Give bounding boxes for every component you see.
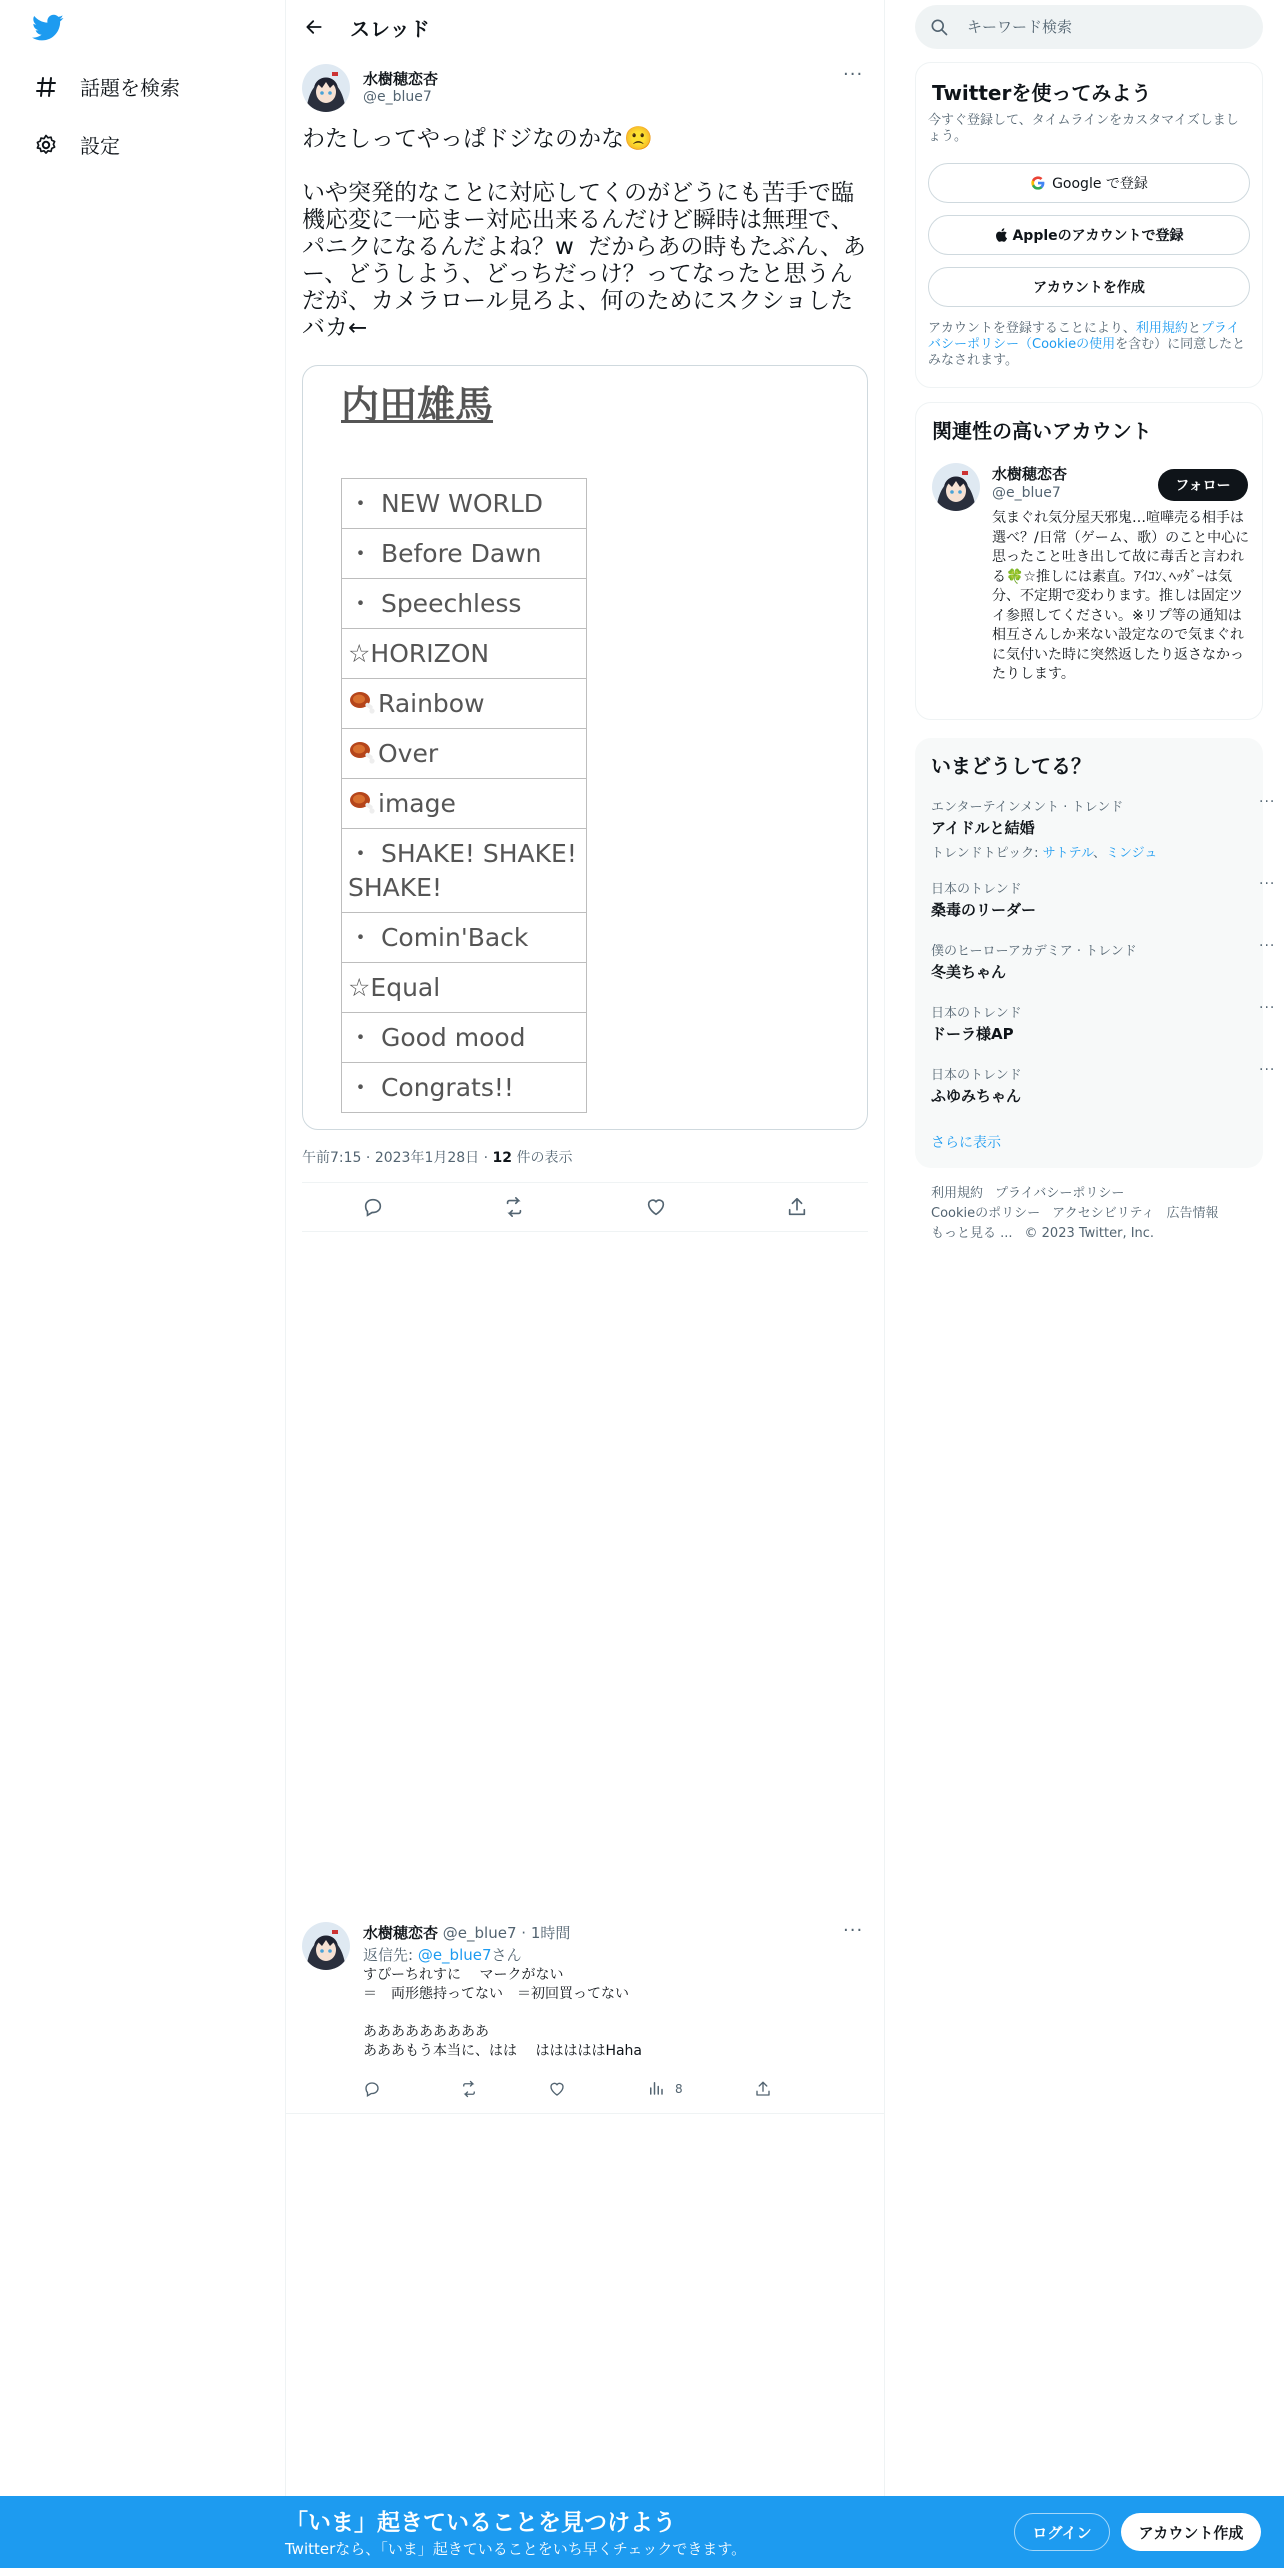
reply-time[interactable]: 1時間 [530, 1924, 571, 1942]
setlist-item: ・ NEW WORLD [342, 479, 587, 529]
terms-suffix: を含む）に同意したとみなされます。 [928, 337, 1246, 368]
signup-subtitle: 今すぐ登録して、タイムラインをカスタマイズしましょう。 [928, 113, 1239, 144]
thread-header [286, 0, 884, 54]
trend-name: 冬美ちゃん [931, 963, 1007, 981]
hashtag-icon [32, 73, 60, 101]
setlist-item: ・ Good mood [342, 1013, 587, 1063]
trend-item[interactable] [931, 1002, 1251, 1044]
search-icon [929, 17, 949, 37]
views-label: 件の表示 [516, 1150, 573, 1166]
trend-name: ふゆみちゃん [931, 1087, 1022, 1105]
search-box[interactable] [915, 5, 1263, 49]
left-sidebar [0, 0, 285, 2568]
tweet-text: わたしってやっぱドジなのかな🙁 いや突発的なことに対応してくのがどうにも苦手で臨機応変に一応まー対応出来るんだけど瞬時は無理で、パニクになるんだよね？w だからあの時もたぶん、あー、どうしよう、どっちだっけ？ってなったと思うんだが、カメラロール見ろよ、何のためにスクショしたバカ← [302, 126, 866, 341]
tweet-actions [302, 1183, 868, 1231]
views-count: 12 [492, 1150, 513, 1166]
divider [302, 1231, 868, 1232]
footer-link-ads[interactable]: 広告情報 [1166, 1206, 1219, 1221]
reply-to-handle[interactable]: @e_blue7 [417, 1946, 492, 1964]
share-icon[interactable] [780, 1190, 814, 1224]
like-icon[interactable] [548, 2075, 566, 2103]
google-signup-button[interactable] [928, 163, 1250, 203]
footer-link-more[interactable]: もっと見る ... [931, 1226, 1013, 1241]
more-options-icon[interactable]: ··· [1259, 876, 1276, 892]
more-options-icon[interactable]: ··· [1259, 1000, 1276, 1016]
footer-link-terms[interactable]: 利用規約 [931, 1186, 984, 1201]
sidebar-item-explore[interactable] [32, 72, 180, 101]
show-more-link[interactable]: さらに表示 [931, 1135, 1001, 1151]
avatar[interactable] [302, 1922, 350, 1970]
related-bio: 気まぐれ気分屋天邪鬼…喧嘩売る相手は選べ？/日常（ゲーム、歌）のこと中心に思ったこと吐き出して故に毒舌と言われる🍀☆推しには素直。ｱｲｺﾝ､ﾍｯﾀﾞｰは気分、不定期で変わります。推しは固定ツイ参照してください。※リプ等の通知は相互さんしか来ない設定なので気まぐれに気付いた時に突然返したり返さなかったりします。 [992, 510, 1250, 682]
retweet-icon[interactable] [460, 2075, 478, 2103]
apple-signup-button[interactable] [928, 215, 1250, 255]
avatar[interactable] [302, 64, 350, 112]
setlist-item [342, 729, 587, 779]
footer-link-privacy[interactable]: プライバシーポリシー [995, 1186, 1125, 1201]
setlist-item: ☆HORIZON [342, 629, 587, 679]
setlist-item: ・ Congrats!! [342, 1063, 587, 1113]
topic-link[interactable]: サトテル [1042, 846, 1093, 861]
related-accounts-card [915, 402, 1263, 720]
topic-link[interactable]: ミンジュ [1106, 846, 1158, 861]
avatar[interactable] [932, 463, 980, 511]
privacy-link[interactable]: プライバシーポリシー（Cookieの使用 [928, 321, 1240, 352]
trend-context: エンターテインメント · トレンド [931, 800, 1124, 815]
sidebar-item-settings[interactable] [32, 130, 120, 159]
tweet-meta: 午前7:15 · 2023年1月28日 · 12 件の表示 [302, 1150, 573, 1166]
reply-actions [363, 2075, 803, 2103]
trend-topics [931, 842, 1251, 861]
banner-title: 「いま」起きていることを見つけよう [285, 2510, 676, 2536]
sidebar-item-label: 話題を検索 [80, 76, 180, 100]
retweet-icon[interactable] [497, 1190, 531, 1224]
terms-text [928, 321, 1250, 369]
trend-item[interactable] [931, 1064, 1251, 1106]
more-options-icon[interactable]: ··· [1259, 1062, 1276, 1078]
image-title: 内田雄馬 [341, 383, 494, 427]
setlist-item-label: Over [378, 738, 439, 768]
banner-subtitle: Twitterなら、「いま」起きていることをいち早くチェックできます。 [285, 2540, 747, 2558]
trend-item[interactable] [931, 878, 1251, 920]
more-options-icon[interactable]: ··· [1259, 938, 1276, 954]
reply-to [363, 1944, 522, 1965]
login-button[interactable]: ログイン [1014, 2513, 1110, 2551]
trend-item[interactable] [931, 940, 1251, 982]
trend-name: ドーラ様AP [931, 1025, 1014, 1043]
meat-emoji-icon [348, 789, 376, 815]
more-options-icon[interactable]: ··· [843, 1920, 864, 1941]
reply-author[interactable] [363, 1922, 570, 1943]
gear-icon [32, 131, 60, 159]
reply-to-suffix: さん [491, 1946, 522, 1964]
reply-text: すぴーちれすに マークがない ＝ 両形態持ってない ＝初回買ってない あああああああああ あああもう本当に、はは はははははHaha [363, 1967, 643, 2059]
share-icon[interactable] [754, 2075, 772, 2103]
footer-link-cookie[interactable]: Cookieのポリシー [931, 1206, 1041, 1221]
related-name[interactable]: 水樹穂恋杏 [992, 465, 1068, 483]
setlist-item: ☆Equal [342, 963, 587, 1013]
trend-context: 日本のトレンド [931, 1006, 1022, 1021]
setlist-item: ・ Comin'Back [342, 913, 587, 963]
topic-separator: 、 [1092, 846, 1106, 861]
twitter-logo-icon[interactable] [32, 14, 64, 42]
right-sidebar [885, 0, 1284, 2568]
setlist-item: ・ Speechless [342, 579, 587, 629]
more-options-icon[interactable]: ··· [843, 64, 864, 85]
google-signup-label: Google で登録 [1052, 176, 1148, 192]
apple-signup-label: Appleのアカウントで登録 [1012, 228, 1184, 244]
signup-banner [0, 2496, 1284, 2568]
back-arrow-icon[interactable] [296, 9, 332, 45]
trend-name: 桑毒のリーダー [931, 901, 1037, 919]
trend-context: 僕のヒーローアカデミア · トレンド [931, 944, 1137, 959]
views-chart-icon [647, 2079, 665, 2100]
setlist-item-label: image [378, 788, 456, 818]
terms-prefix: アカウントを登録することにより、 [928, 321, 1136, 336]
search-input[interactable] [967, 18, 1247, 36]
reply-author-name[interactable]: 水樹穂恋杏 [363, 1924, 439, 1942]
views-count: 8 [675, 2082, 683, 2096]
reply-icon[interactable] [356, 1190, 390, 1224]
divider [286, 2113, 884, 2114]
terms-mid: と [1187, 321, 1201, 336]
setlist-item [342, 679, 587, 729]
terms-link[interactable]: 利用規約 [1135, 321, 1188, 336]
tweet-time[interactable]: 午前7:15 [302, 1150, 362, 1166]
footer-links [931, 1184, 1251, 1244]
trends-card [915, 738, 1276, 1168]
follow-button[interactable]: フォロー [1158, 469, 1248, 501]
page-title: スレッド [350, 16, 430, 41]
reply-separator: · [521, 1924, 527, 1942]
sidebar-item-label: 設定 [80, 134, 120, 158]
reply-to-prefix: 返信先: [363, 1946, 418, 1964]
footer-link-accessibility[interactable]: アクセシビリティ [1052, 1206, 1155, 1221]
tweet-image[interactable] [302, 365, 868, 1130]
meat-emoji-icon [348, 689, 376, 715]
trends-title: いまどうしてる？ [931, 754, 1091, 778]
trend-item[interactable] [931, 796, 1251, 861]
signup-card [915, 62, 1263, 388]
trend-context: 日本のトレンド [931, 882, 1022, 897]
main-column [285, 0, 885, 2568]
author-name[interactable]: 水樹穂恋杏 [363, 70, 439, 88]
apple-icon [994, 227, 1008, 243]
setlist-item-label: Rainbow [378, 688, 485, 718]
copyright: © 2023 Twitter, Inc. [1024, 1226, 1155, 1241]
setlist-item: ・ Before Dawn [342, 529, 587, 579]
more-options-icon[interactable]: ··· [1259, 794, 1276, 810]
signup-title: Twitterを使ってみよう [932, 81, 1152, 105]
signup-button[interactable]: アカウント作成 [1121, 2513, 1261, 2551]
like-icon[interactable] [639, 1190, 673, 1224]
author-handle[interactable]: @e_blue7 [363, 89, 432, 105]
reply-icon[interactable] [363, 2075, 381, 2103]
related-handle[interactable]: @e_blue7 [992, 485, 1061, 501]
reply-author-handle[interactable]: @e_blue7 [442, 1924, 517, 1942]
create-account-button[interactable]: アカウントを作成 [928, 267, 1250, 307]
setlist-item [342, 779, 587, 829]
topics-label: トレンドトピック: [931, 846, 1043, 861]
meat-emoji-icon [348, 739, 376, 765]
trend-context: 日本のトレンド [931, 1068, 1022, 1083]
views-button[interactable] [647, 2075, 683, 2103]
google-icon [1030, 175, 1046, 191]
setlist-item: ・ SHAKE! SHAKE! SHAKE! [342, 829, 587, 913]
tweet-date[interactable]: 2023年1月28日 [374, 1150, 480, 1166]
trend-name: アイドルと結婚 [931, 819, 1035, 837]
related-title: 関連性の高いアカウント [932, 419, 1152, 443]
setlist-table [341, 478, 587, 1113]
